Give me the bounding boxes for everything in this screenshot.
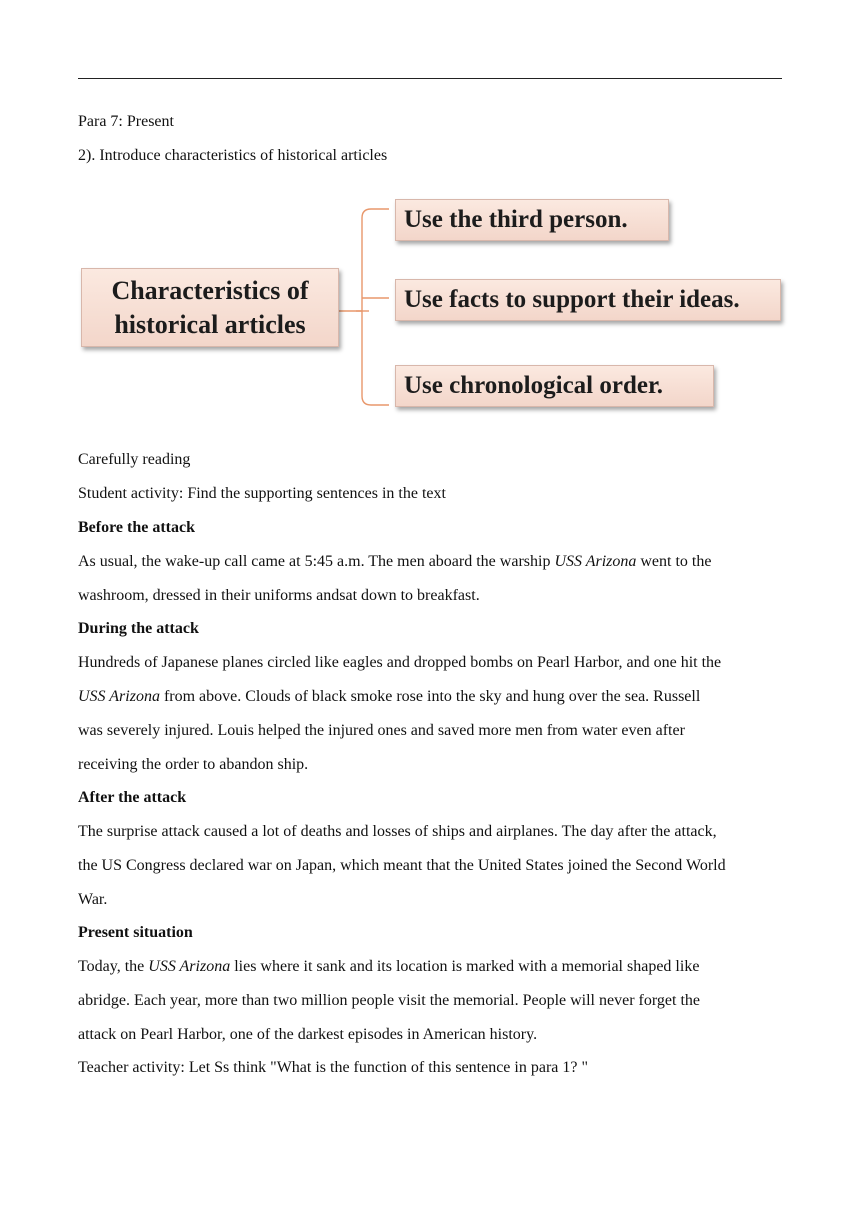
ship-name: USS Arizona <box>554 553 637 570</box>
before-line-2: washroom, dressed in their uniforms andsat down to breakfast. <box>78 587 480 604</box>
diagram-main-line-2: historical articles <box>114 309 306 339</box>
during-line-3: was severely injured. Louis helped the injured ones and saved more men from water even after <box>78 722 685 739</box>
heading-present: Present situation <box>78 924 193 941</box>
diagram-main-node <box>81 268 339 347</box>
para-label: Para 7: Present <box>78 113 174 130</box>
present-line-3: attack on Pearl Harbor, one of the darkest episodes in American history. <box>78 1026 538 1043</box>
intro-line: 2). Introduce characteristics of historical articles <box>78 147 388 164</box>
section-label: Carefully reading <box>78 451 191 468</box>
diagram-branch-facts: Use facts to support their ideas. <box>395 279 781 321</box>
during-line-1: Hundreds of Japanese planes circled like eagles and dropped bombs on Pearl Harbor, and one hit the <box>78 654 722 671</box>
before-line-1: As usual, the wake-up call came at 5:45 a.m. The men aboard the warship USS Arizona went to the <box>78 553 712 570</box>
heading-after: After the attack <box>78 789 187 806</box>
during-line-2: USS Arizona from above. Clouds of black smoke rose into the sky and hung over the sea. Russell <box>78 688 701 705</box>
during-line-4: receiving the order to abandon ship. <box>78 756 309 773</box>
student-activity: Student activity: Find the supporting sentences in the text <box>78 485 446 502</box>
present-line-2: abridge. Each year, more than two million people visit the memorial. People will never forget the <box>78 992 700 1009</box>
diagram-branch-chronological: Use chronological order. <box>395 365 714 407</box>
after-line-1: The surprise attack caused a lot of deaths and losses of ships and airplanes. The day after the attack, <box>78 823 717 840</box>
diagram-main-line-1: Characteristics of <box>111 275 309 305</box>
teacher-activity: Teacher activity: Let Ss think "What is the function of this sentence in para 1? " <box>78 1059 589 1076</box>
ship-name: USS Arizona <box>148 958 231 975</box>
after-line-2: the US Congress declared war on Japan, which meant that the United States joined the Second World <box>78 857 726 874</box>
heading-during: During the attack <box>78 620 199 637</box>
present-line-1: Today, the USS Arizona lies where it sank and its location is marked with a memorial shaped like <box>78 958 700 975</box>
diagram-branch-third-person: Use the third person. <box>395 199 669 241</box>
ship-name: USS Arizona <box>78 688 160 705</box>
heading-before: Before the attack <box>78 519 195 536</box>
after-line-3: War. <box>78 891 108 908</box>
